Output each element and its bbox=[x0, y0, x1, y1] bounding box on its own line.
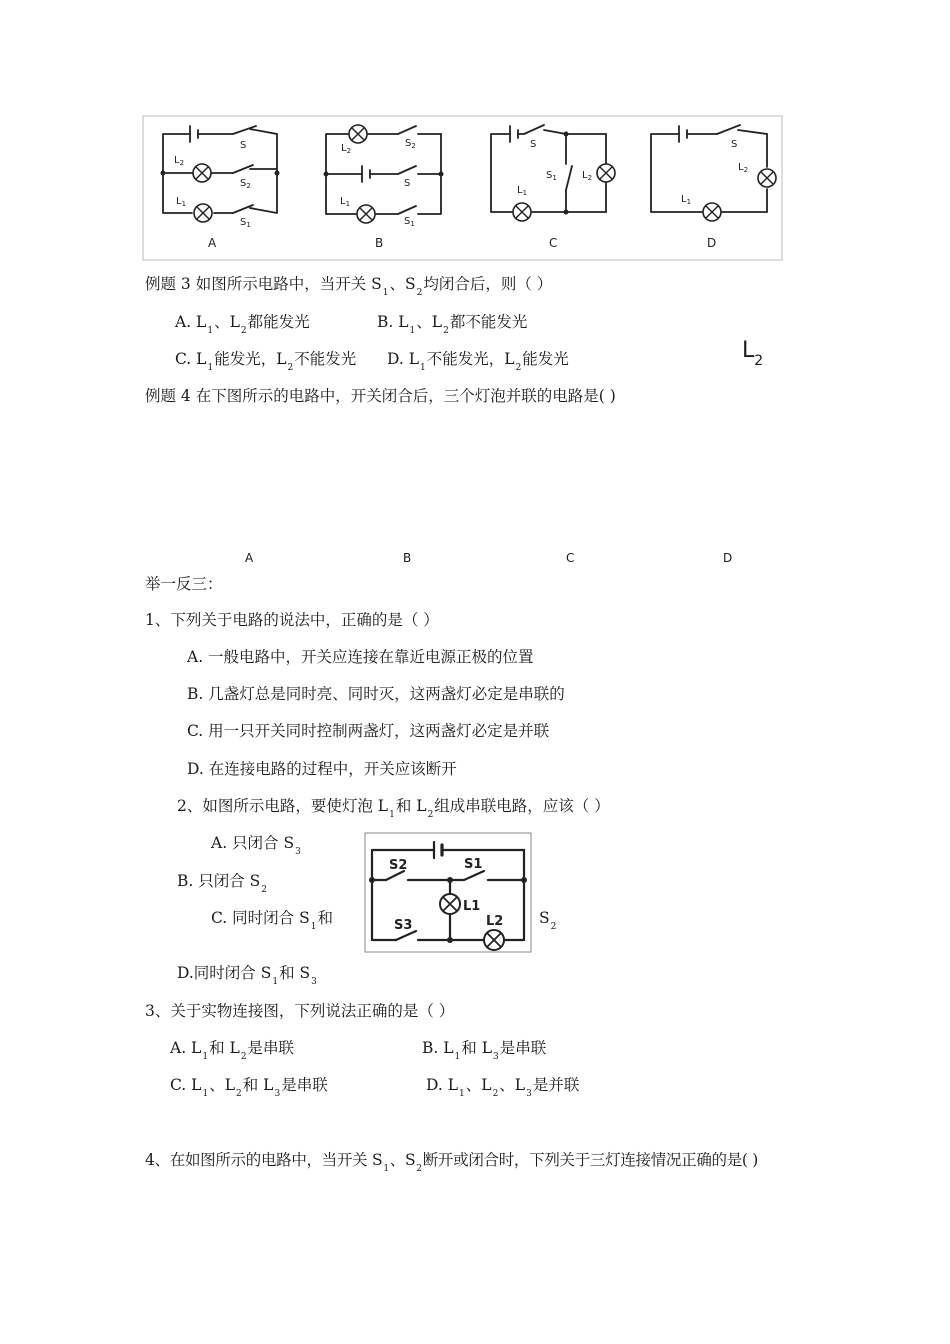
svg-text:S2: $S_2$ bbox=[240, 178, 251, 190]
q4-question: 4、在如图所示的电路中，当开关 $S_1$、$S_2$断开或闭合时，下列关于三灯连接情况正确的是( ) bbox=[145, 1151, 759, 1174]
svg-text:L2: $L_2$ bbox=[341, 143, 352, 155]
svg-text:L1: L1 bbox=[463, 899, 481, 914]
floating-label-l2: $L_2$ bbox=[742, 338, 764, 369]
lamp-icon bbox=[484, 930, 504, 950]
lamp-icon bbox=[357, 205, 375, 223]
svg-text:L2: L2 bbox=[486, 914, 504, 929]
q3-question: 3、关于实物连接图，下列说法正确的是（ ） bbox=[145, 1002, 455, 1020]
q2-option-a: A. 只闭合 $S_3$ bbox=[211, 834, 301, 857]
svg-text:S: S bbox=[240, 140, 247, 151]
circuit-figure-1 bbox=[0, 0, 950, 270]
lamp-icon bbox=[703, 203, 721, 221]
lamp-icon bbox=[597, 164, 615, 182]
svg-text:S2: $S_2$ bbox=[405, 138, 416, 150]
svg-text:L1: $L_1$ bbox=[681, 194, 692, 206]
svg-text:S3: S3 bbox=[394, 918, 413, 933]
svg-text:L1: $L_1$ bbox=[340, 196, 351, 208]
example-4-question: 例题 4 在下图所示的电路中，开关闭合后，三个灯泡并联的电路是( ) bbox=[145, 387, 616, 405]
q1-option-c: C. 用一只开关同时控制两盏灯，这两盏灯必定是并联 bbox=[187, 722, 550, 740]
example-3-option-b: B. $L_1$、$L_2$都不能发光 bbox=[377, 313, 528, 336]
svg-text:S1: S1 bbox=[464, 857, 483, 872]
q3-option-a: A. $L_1$和 $L_2$是串联 bbox=[170, 1039, 295, 1062]
q2-option-c-tail: $S_2$ bbox=[539, 909, 557, 932]
q1-question: 1、下列关于电路的说法中，正确的是（ ） bbox=[145, 611, 439, 629]
svg-text:L2: $L_2$ bbox=[738, 162, 749, 174]
q2-option-b: B. 只闭合 $S_2$ bbox=[177, 872, 268, 895]
svg-text:S: S bbox=[731, 139, 738, 150]
svg-text:S1: $S_1$ bbox=[404, 216, 415, 228]
q1-option-d: D. 在连接电路的过程中，开关应该断开 bbox=[187, 760, 457, 778]
lamp-icon bbox=[513, 203, 531, 221]
svg-text:L1: $L_1$ bbox=[176, 196, 187, 208]
q2-question: 2、如图所示电路，要使灯泡 $L_1$和 $L_2$组成串联电路，应该（ ） bbox=[177, 797, 610, 820]
q3-option-d: D. $L_1$、$L_2$、$L_3$是并联 bbox=[426, 1076, 580, 1099]
example-4-label-a: A bbox=[245, 551, 254, 565]
svg-text:D: D bbox=[707, 236, 717, 250]
svg-text:S2: S2 bbox=[389, 858, 408, 873]
q3-option-c: C. $L_1$、$L_2$和 $L_3$是串联 bbox=[170, 1076, 328, 1099]
q1-option-b: B. 几盏灯总是同时亮、同时灭，这两盏灯必定是串联的 bbox=[187, 685, 565, 703]
svg-text:S: S bbox=[530, 139, 537, 150]
lamp-icon bbox=[758, 169, 776, 187]
lamp-icon bbox=[194, 204, 212, 222]
lamp-icon bbox=[193, 164, 211, 182]
svg-text:C: C bbox=[549, 236, 558, 250]
svg-text:S1: $S_1$ bbox=[546, 170, 557, 182]
q2-option-d: D.同时闭合 $S_1$和 $S_3$ bbox=[177, 964, 317, 987]
practice-heading: 举一反三： bbox=[145, 575, 223, 593]
svg-text:S: S bbox=[404, 178, 411, 189]
svg-text:L1: $L_1$ bbox=[517, 185, 528, 197]
svg-text:L2: $L_2$ bbox=[582, 170, 593, 182]
svg-text:L2: $L_2$ bbox=[174, 155, 185, 167]
example-4-label-c: C bbox=[566, 551, 575, 565]
q2-option-c: C. 同时闭合 $S_1$和 bbox=[211, 909, 333, 932]
example-3-option-d: D. $L_1$不能发光，$L_2$能发光 bbox=[387, 350, 569, 373]
svg-text:S1: $S_1$ bbox=[240, 217, 251, 229]
svg-text:B: B bbox=[375, 236, 384, 250]
lamp-icon bbox=[349, 125, 367, 143]
q2-circuit-figure bbox=[364, 832, 534, 954]
example-4-label-d: D bbox=[723, 551, 733, 565]
q3-option-b: B. $L_1$和 $L_3$是串联 bbox=[422, 1039, 547, 1062]
lamp-icon bbox=[440, 894, 460, 914]
example-3-option-c: C. $L_1$能发光，$L_2$不能发光 bbox=[175, 350, 357, 373]
example-3-option-a: A. $L_1$、$L_2$都能发光 bbox=[175, 313, 310, 336]
circuit-d bbox=[651, 130, 767, 212]
example-4-label-b: B bbox=[403, 551, 412, 565]
q1-option-a: A. 一般电路中，开关应连接在靠近电源正极的位置 bbox=[187, 648, 534, 666]
svg-text:A: A bbox=[208, 236, 217, 250]
example-3-question: 例题 3 如图所示电路中，当开关 $S_1$、$S_2$均闭合后，则（ ） bbox=[145, 275, 553, 298]
